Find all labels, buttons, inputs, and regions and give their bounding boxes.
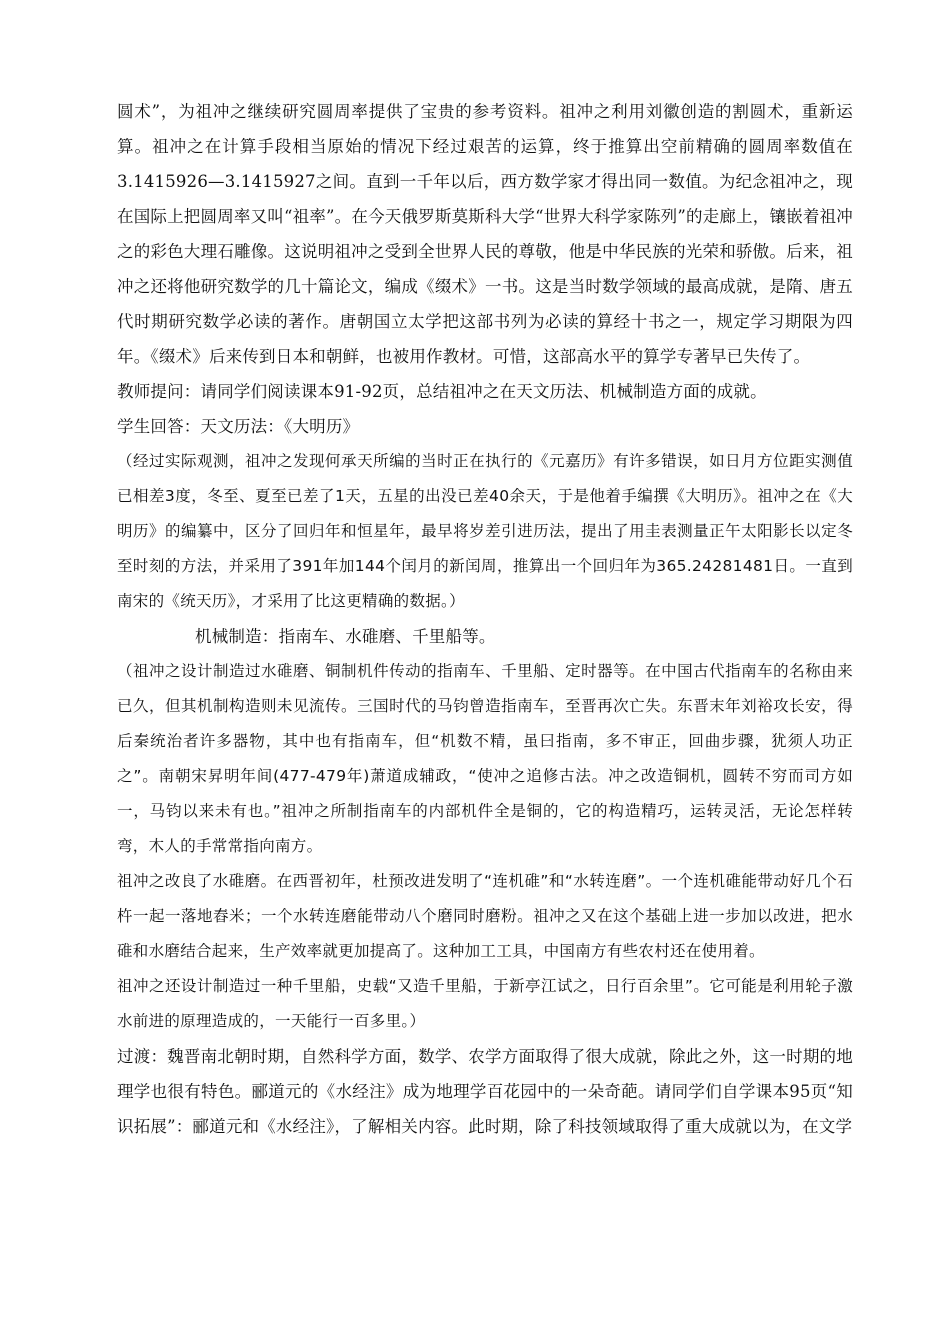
paragraph-daming-calendar-note: （经过实际观测，祖冲之发现何承天所编的当时正在执行的《元嘉历》有许多错误，如日月方位距实测值已相差3度，冬至、夏至已差了1天，五星的出没已差40余天，于是他着手编撰《大明历》。祖冲之在《大明历》的编纂中，区分了回归年和恒星年，最早将岁差引进历法，提出了用圭表测量正午太阳影长以定冬至时刻的方法，并采用了391年加144个闰月的新闰周，推算出一个回归年为365.24281481日。一直到南宋的《统天历》，才采用了比这更精确的数据。） bbox=[117, 452, 853, 610]
paragraph-thousand-li-boat-note: 祖冲之还设计制造过一种千里船，史载“又造千里船，于新亭江试之，日行百余里”。它可能是利用轮子激水前进的原理造成的，一天能行一百多里。） bbox=[117, 977, 853, 1030]
paragraph-south-pointing-chariot-note: （祖冲之设计制造过水碓磨、铜制机件传动的指南车、千里船、定时器等。在中国古代指南车的名称由来已久，但其机制构造则未见流传。三国时代的马钧曾造指南车，至晋再次亡失。东晋末年刘裕攻长安，得后秦统治者许多器物，其中也有指南车，但“机数不精，虽曰指南，多不审正，回曲步骤，犹须人功正之”。南朝宋昇明年间(477-479年)萧道成辅政，“使冲之追修古法。冲之改造铜机，圆转不穷而司方如一，马钧以来未有也。”祖冲之所制指南车的内部机件全是铜的，它的构造精巧，运转灵活，无论怎样转弯，木人的手常常指向南方。 bbox=[117, 662, 853, 855]
document-body bbox=[117, 94, 853, 1144]
paragraph-teacher-question: 教师提问：请同学们阅读课本91-92页，总结祖冲之在天文历法、机械制造方面的成就。 bbox=[117, 382, 767, 401]
paragraph-student-answer-calendar: 学生回答：天文历法：《大明历》 bbox=[117, 417, 360, 436]
paragraph-mathematics-achievement: 圆术”，为祖冲之继续研究圆周率提供了宝贵的参考资料。祖冲之利用刘徽创造的割圆术，重新运算。祖冲之在计算手段相当原始的情况下经过艰苦的运算，终于推算出空前精确的圆周率数值在3.1415926—3.1415927之间。直到一千年以后，西方数学家才得出同一数值。为纪念祖冲之，现在国际上把圆周率又叫“祖率”。在今天俄罗斯莫斯科大学“世界大科学家陈列”的走廊上，镶嵌着祖冲之的彩色大理石雕像。这说明祖冲之受到全世界人民的尊敬，他是中华民族的光荣和骄傲。后来，祖冲之还将他研究数学的几十篇论文，编成《缀术》一书。这是当时数学领域的最高成就，是隋、唐五代时期研究数学必读的著作。唐朝国立太学把这部书列为必读的算经十书之一，规定学习期限为四年。《缀术》后来传到日本和朝鲜，也被用作教材。可惜，这部高水平的算学专著早已失传了。 bbox=[117, 102, 853, 366]
paragraph-student-answer-machinery: 机械制造：指南车、水碓磨、千里船等。 bbox=[195, 627, 496, 646]
paragraph-water-mill-note: 祖冲之改良了水碓磨。在西晋初年，杜预改进发明了“连机碓”和“水转连磨”。一个连机碓能带动好几个石杵一起一落地舂米；一个水转连磨能带动八个磨同时磨粉。祖冲之又在这个基础上进一步加以改进，把水碓和水磨结合起来，生产效率就更加提高了。这种加工工具，中国南方有些农村还在使用着。 bbox=[117, 872, 853, 960]
paragraph-transition-geography: 过渡：魏晋南北朝时期，自然科学方面，数学、农学方面取得了很大成就，除此之外，这一时期的地理学也很有特色。郦道元的《水经注》成为地理学百花园中的一朵奇葩。请同学们自学课本95页“知识拓展”：郦道元和《水经注》，了解相关内容。此时期，除了科技领域取得了重大成就以为，在文学 bbox=[117, 1047, 853, 1136]
